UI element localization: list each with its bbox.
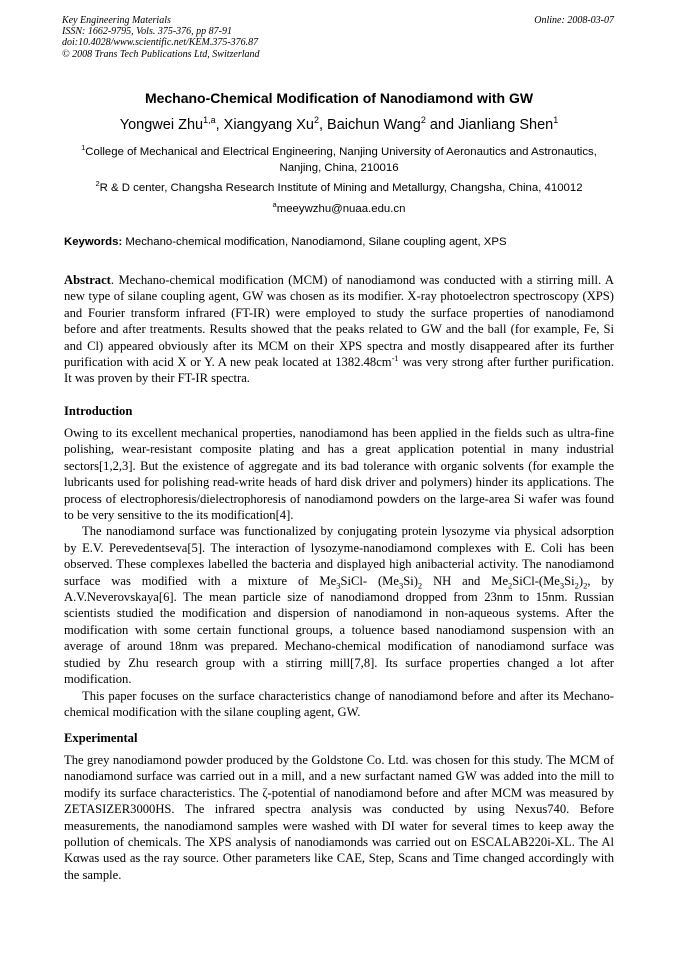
affiliation-1 bbox=[70, 144, 608, 176]
email-mark: a bbox=[272, 200, 277, 210]
affiliation-2 bbox=[70, 180, 608, 196]
copyright-line: © 2008 Trans Tech Publications Ltd, Switzerland bbox=[62, 48, 260, 60]
affiliation-text: College of Mechanical and Electrical Engineering, Nanjing University of Aeronautics and Astronautics, Nanjing, China, 210016 bbox=[85, 146, 597, 174]
experimental-heading: Experimental bbox=[64, 731, 138, 745]
abstract-label: Abstract bbox=[64, 273, 111, 287]
author-affiliation-mark: 2 bbox=[313, 115, 319, 126]
author-name: Jianliang Shen bbox=[458, 117, 554, 133]
author-name: Yongwei Zhu bbox=[119, 117, 204, 133]
email-line bbox=[70, 201, 608, 217]
issn-line: ISSN: 1662-9795, Vols. 375-376, pp 87-91 bbox=[62, 26, 232, 38]
abstract-superscript: -1 bbox=[391, 352, 399, 363]
journal-name: Key Engineering Materials bbox=[62, 15, 171, 26]
keywords-line bbox=[64, 236, 624, 248]
journal-header bbox=[62, 15, 260, 60]
experimental-paragraph-1: The grey nanodiamond powder produced by the Goldstone Co. Ltd. was chosen for this study. The MCM of nanodiamond surface was carried out in a mill, and a new surfactant named GW was added into the mill to modify its surface characteristics. The ζ-potential of nanodiamond before and after MCM was measured by ZETASIZER3000HS. The infrared spectra analysis was conducted by using Nexus740. Before measurements, the nanodiamond samples were washed with DI water for several times to keep away the pollution of chemicals. The XPS analysis of nanodiamonds was carried out on ESCALAB220i-XL. The Al Kαwas used as the ray source. Other parameters like CAE, Step, Scans and Time changed accordingly with the sample. bbox=[64, 753, 614, 882]
introduction-heading: Introduction bbox=[64, 404, 133, 418]
experimental-body bbox=[64, 752, 614, 883]
intro-paragraph-3: This paper focuses on the surface characteristics change of nanodiamond before and after its Mechano-chemical modification with the silane coupling agent, GW. bbox=[64, 688, 614, 719]
author-separator: , bbox=[215, 117, 224, 133]
author-list bbox=[0, 117, 678, 133]
author-affiliation-mark: 2 bbox=[420, 115, 426, 126]
author-name: Xiangyang Xu bbox=[223, 117, 314, 133]
intro-paragraph-1: Owing to its excellent mechanical properties, nanodiamond has been applied in the fields such as ultra-fine polishing, wear-resistant composite plating and has a great application potential in many industrial sectors[1,2,3]. But the existence of aggregate and its bad tolerance with organic solvents (for example the lubricants used for polishing read-write heads of hard disk driver and polymers) hinder its applications. The process of electrophoresis/dielectrophoresis of nanodiamond powders on the large-area Si wafer was found to be very sensitive to the its modification[4]. bbox=[64, 426, 614, 523]
author-separator: , bbox=[318, 117, 328, 133]
abstract-text-end: was very strong after further purification. It was proven by their FT-IR spectra. bbox=[64, 355, 614, 386]
intro-paragraph-2: The nanodiamond surface was functionalized by conjugating protein lysozyme via physical adsorption by E.V. Perevedentseva[5]. The interaction of lysozyme-nanodiamond complexes with E. Coli has been observed. These complexes labelled the bacteria and displayed high anibacterial activity. The nanodiamond surface was modified with a mixture of $Me_3SiCl-$ $(Me_3Si)_2$ NH and $Me_2SiCl-(Me_3Si_2)_2$, by A.V.Neverovskaya[6]. The mean particle size of nanodiamond dropped from 23nm to 15nm. Russian scientists studied the modification and dispersion of nanodiamond in non-aqueous systems. After the modification with some certain functional groups, a toluence based nanodiamond suspension with an average of around 18nm was prepared. Mechano-chemical modification of nanodiamond surface was studied by Zhu research group with a stirring mill[7,8]. Its surface properties changed a lot after modification. bbox=[64, 524, 614, 687]
abstract-paragraph bbox=[64, 272, 614, 387]
keywords-label: Keywords: bbox=[64, 236, 123, 248]
doi-line: doi:10.4028/www.scientific.net/KEM.375-376.87 bbox=[62, 37, 259, 49]
affiliation-text: R & D center, Changsha Research Institute of Mining and Metallurgy, Changsha, China, 410012 bbox=[99, 182, 583, 194]
introduction-body bbox=[64, 425, 614, 720]
affiliation-mark: 2 bbox=[95, 179, 100, 189]
keywords-text: Mechano-chemical modification, Nanodiamond, Silane coupling agent, XPS bbox=[122, 236, 507, 248]
author-separator: and bbox=[425, 117, 459, 133]
author-affiliation-mark: 1 bbox=[553, 115, 559, 126]
email-address: meeywzhu@nuaa.edu.cn bbox=[276, 203, 406, 215]
author-name: Baichun Wang bbox=[327, 117, 421, 133]
author-affiliation-mark: 1,a bbox=[203, 115, 216, 126]
affiliation-mark: 1 bbox=[81, 143, 86, 153]
abstract-text: . Mechano-chemical modification (MCM) of nanodiamond was conducted with a stirring mill. A new type of silane coupling agent, GW was chosen as its modifier. X-ray photoelectron spectroscopy (XPS) and Fourier transform infrared (FT-IR) were employed to study the surface properties of nanodiamond before and after treatments. Results showed that the peaks related to GW and the ball (for example, Fe, Si and Cl) appeared obviously after its MCM on their XPS spectra and mostly disappeared after its further purification with acid X or Y. A new peak located at 1382.48cm bbox=[64, 273, 614, 370]
paper-title: Mechano-Chemical Modification of Nanodiamond with GW bbox=[144, 90, 534, 106]
online-date: Online: 2008-03-07 bbox=[534, 15, 614, 26]
